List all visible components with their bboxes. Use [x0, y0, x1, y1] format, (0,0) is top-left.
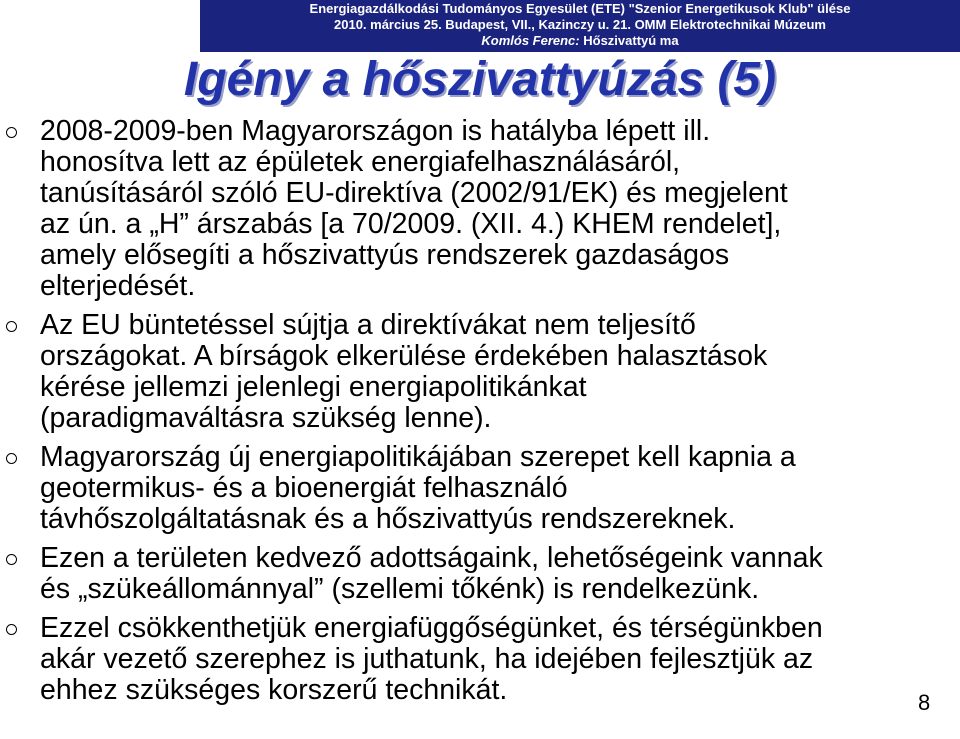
bullet-line: elterjedését. [40, 270, 196, 302]
bullet-item [0, 613, 960, 706]
page-number: 8 [918, 690, 931, 715]
bullet-line: kérése jellemzi jelenlegi energiapolitikánkat [40, 371, 587, 403]
bullet-line: 2008-2009-ben Magyarországon is hatályba lépett ill. [40, 115, 711, 147]
bullet-line: tanúsításáról szóló EU-direktíva (2002/91/EK) és megjelent [40, 177, 788, 209]
bullet-line: akár vezető szerephez is juthatunk, ha idejében fejlesztjük az [40, 643, 814, 675]
bullet-line: távhőszolgáltatásnak és a hőszivattyús rendszereknek. [40, 503, 736, 535]
bullet-item [0, 116, 960, 302]
bullet-line: országokat. A bírságok elkerülése érdekében halasztások [40, 340, 768, 372]
bullet-line: az ún. a „H” árszabás [a 70/2009. (XII. 4.) KHEM rendelet], [40, 208, 782, 240]
bullet-item [0, 442, 960, 535]
bullet-line: Ezen a területen kedvező adottságaink, lehetőségeink vannak [40, 542, 823, 574]
bullet-line: honosítva lett az épületek energiafelhasználásáról, [40, 146, 681, 178]
bullet-line: amely elősegíti a hőszivattyús rendszerek gazdaságos [40, 239, 730, 271]
bullet-list [0, 116, 960, 714]
bullet-item [0, 310, 960, 434]
bullet-circle-icon [6, 321, 17, 332]
bullet-line: Magyarország új energiapolitikájában szerepet kell kapnia a [40, 441, 796, 473]
bullet-circle-icon [6, 554, 17, 565]
header-author: Komlós Ferenc: [481, 33, 580, 48]
bullet-line: Ezzel csökkenthetjük energiafüggőségünket, és térségünkben [40, 612, 823, 644]
bullet-circle-icon [6, 624, 17, 635]
bullet-line: ehhez szükséges korszerű technikát. [40, 674, 508, 706]
slide-title: Igény a hőszivattyúzás (5) [183, 53, 777, 106]
bullet-item [0, 543, 960, 605]
header-line-2: 2010. március 25. Budapest, VII., Kazinczy u. 21. OMM Elektrotechnikai Múzeum [334, 17, 826, 32]
header-topic: Hőszivattyú ma [579, 33, 679, 48]
header-line-1: Energiagazdálkodási Tudományos Egyesület (ETE) "Szenior Energetikusok Klub" ülése [309, 1, 851, 16]
header-band [200, 0, 960, 52]
bullet-circle-icon [6, 453, 17, 464]
bullet-line: és „szükeállománnyal” (szellemi tőkénk) is rendelkezünk. [40, 573, 760, 605]
header-line-3 [200, 33, 960, 49]
bullet-line: Az EU büntetéssel sújtja a direktívákat nem teljesítő [40, 309, 696, 341]
bullet-line: (paradigmaváltásra szükség lenne). [40, 402, 492, 434]
bullet-circle-icon [6, 127, 17, 138]
bullet-line: geotermikus- és a bioenergiát felhasználó [40, 472, 568, 504]
